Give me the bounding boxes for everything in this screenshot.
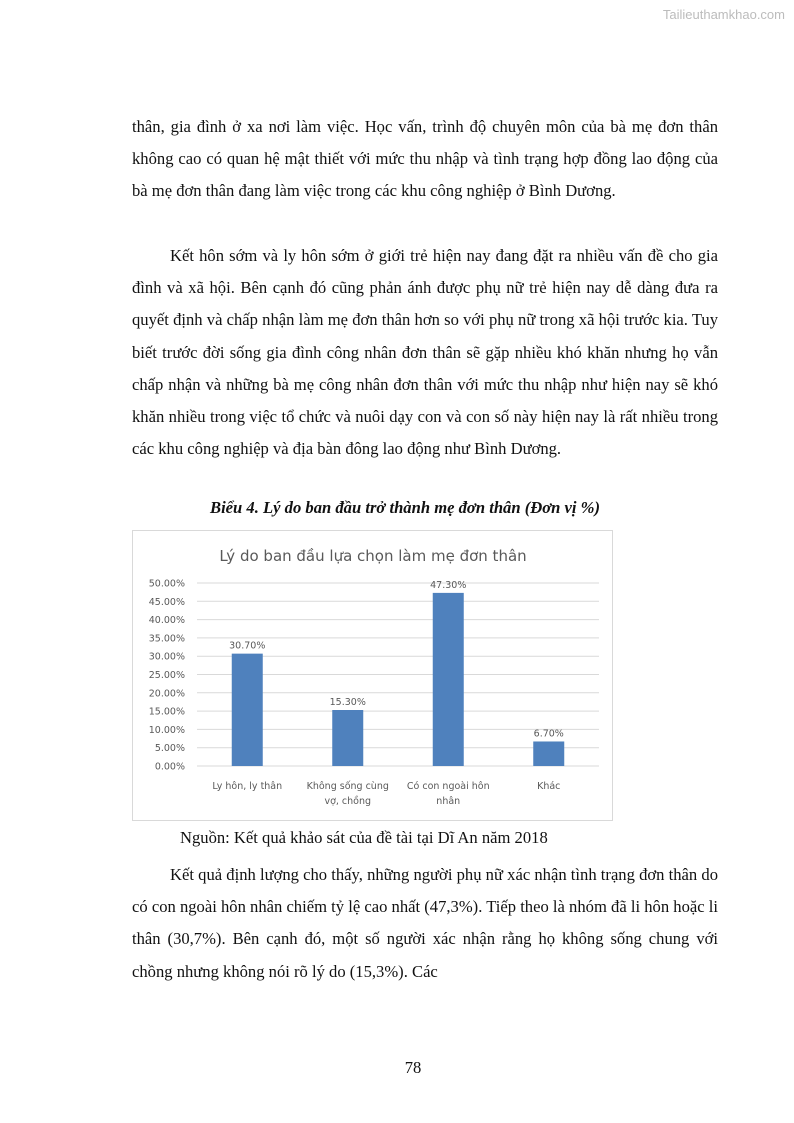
bar <box>332 710 363 766</box>
paragraph-2: Kết hôn sớm và ly hôn sớm ở giới trẻ hiện nay đang đặt ra nhiều vấn đề cho gia đình và xã hội. Bên cạnh đó cũng phản ánh được phụ nữ trẻ hiện nay dễ dàng đưa ra quyết định và chấp nhận làm mẹ đơn thân hơn so với phụ nữ trong xã hội trước kia. Tuy biết trước đời sống gia đình công nhân đơn thân sẽ gặp nhiều khó khăn nhưng họ vẫn chấp nhận và những bà mẹ công nhân đơn thân với mức thu nhập như hiện nay sẽ khó khăn nhiều trong việc tổ chức và nuôi dạy con và con số này hiện nay là rất nhiều trong các khu công nghiệp và địa bàn đông lao động như Bình Dương. <box>132 246 718 459</box>
data-label: 47.30% <box>430 579 467 591</box>
y-tick-label: 20.00% <box>148 688 185 700</box>
x-tick-label: Không sống cùng <box>306 781 389 792</box>
y-tick-label: 50.00% <box>148 578 185 590</box>
bar <box>232 654 263 766</box>
y-tick-label: 10.00% <box>148 724 185 736</box>
bar <box>533 741 564 766</box>
y-tick-label: 0.00% <box>154 761 185 773</box>
chart-canvas <box>133 531 614 822</box>
y-tick-label: 35.00% <box>148 633 185 645</box>
source-note: Nguồn: Kết quả khảo sát của đề tài tại Dĩ An năm 2018 <box>180 828 548 847</box>
x-tick-label: Ly hôn, ly thân <box>212 781 283 792</box>
data-label: 30.70% <box>229 640 266 652</box>
figure-caption: Biểu 4. Lý do ban đầu trở thành mẹ đơn thân (Đơn vị %) <box>210 498 600 517</box>
page-number: 78 <box>404 1058 422 1077</box>
paragraph-1: thân, gia đình ở xa nơi làm việc. Học vấn, trình độ chuyên môn của bà mẹ đơn thân không cao có quan hệ mật thiết với mức thu nhập và tình trạng hợp đồng lao động của bà mẹ đơn thân đang làm việc trong các khu công nghiệp ở Bình Dương. <box>132 117 718 201</box>
y-tick-label: 40.00% <box>148 615 185 627</box>
bar-chart <box>132 530 613 821</box>
watermark: Tailieuthamkhao.com <box>662 7 785 22</box>
y-tick-label: 5.00% <box>154 743 185 755</box>
x-tick-label: vợ, chồng <box>324 796 372 807</box>
paragraph-3: Kết quả định lượng cho thấy, những người phụ nữ xác nhận tình trạng đơn thân do có con ngoài hôn nhân chiếm tỷ lệ cao nhất (47,3%). Tiếp theo là nhóm đã li hôn hoặc li thân (30,7%). Bên cạnh đó, một số người xác nhận rằng họ không sống chung với chồng nhưng không nói rõ lý do (15,3%). Các <box>132 865 718 981</box>
bar <box>433 593 464 766</box>
y-tick-label: 45.00% <box>148 596 185 608</box>
y-tick-label: 25.00% <box>148 670 185 681</box>
data-label: 6.70% <box>533 728 564 740</box>
chart-title: Lý do ban đầu lựa chọn làm mẹ đơn thân <box>219 547 527 565</box>
y-tick-label: 15.00% <box>148 706 185 718</box>
x-tick-label: Khác <box>537 781 561 792</box>
y-tick-label: 30.00% <box>148 651 185 663</box>
x-tick-label: nhân <box>436 796 461 807</box>
x-tick-label: Có con ngoài hôn <box>406 781 490 792</box>
data-label: 15.30% <box>329 697 366 709</box>
